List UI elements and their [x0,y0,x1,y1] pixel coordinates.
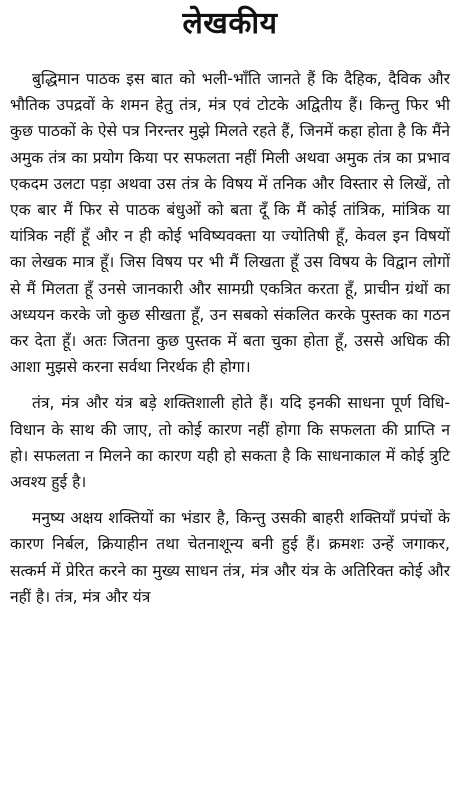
document-title: लेखकीय [182,6,278,41]
paragraph-3: मनुष्य अक्षय शक्तियों का भंडार है, किन्तु उसकी बाहरी शक्तियाँ प्रपंचों के कारण निर्बल, क्रियाहीन तथा चेतनाशून्य बनी हुई हैं। क्रमशः उन्हें जगाकर, सत्कर्म में प्रेरित करने का मुख्य साधन तंत्र, मंत्र और यंत्र के अतिरिक्त कोई और नहीं है। तंत्र, मंत्र और यंत्र [10,509,450,606]
paragraph-2: तंत्र, मंत्र और यंत्र बड़े शक्तिशाली होते हैं। यदि इनकी साधना पूर्ण विधि-विधान के साथ की जाए, तो कोई कारण नहीं होगा कि सफलता की प्राप्ति न हो। सफलता न मिलने का कारण यही हो सकता है कि साधनाकाल में कोई त्रुटि अवश्य हुई है। [10,394,450,492]
paragraph-1: बुद्धिमान पाठक इस बात को भली-भाँति जानते हैं कि दैहिक, दैविक और भौतिक उपद्रवों के शमन हेतु तंत्र, मंत्र एवं टोटके अद्वितीय हैं। किन्तु फिर भी कुछ पाठकों के ऐसे पत्र निरन्तर मुझे मिलते रहते हैं, जिनमें कहा होता है कि मैंने अमुक तंत्र का प्रयोग किया पर सफलता नहीं मिली अथवा अमुक तंत्र का प्रभाव एकदम उलटा पड़ा अथवा उस तंत्र के विषय में तनिक और विस्तार से लिखें, तो एक बार मैं फिर से पाठक बंधुओं को बता दूँ कि मैं कोई तांत्रिक, मांत्रिक या यांत्रिक नहीं हूँ और न ही कोई भविष्यवक्ता या ज्योतिषी हूँ, केवल इन विषयों का लेखक मात्र हूँ। जिस विषय पर भी मैं लिखता हूँ उस विषय के विद्वान लोगों से मैं मिलता हूँ उनसे जानकारी और सामग्री एकत्रित करता हूँ, प्राचीन ग्रंथों का अध्ययन करके जो कुछ सीखता हूँ, उन सबको संकलित करके पुस्तक का गठन कर देता हूँ। अतः जितना कुछ पुस्तक में बता चुका होता हूँ, उससे अधिक की आशा मुझसे करना सर्वथा निरर्थक ही होगा। [10,70,450,377]
